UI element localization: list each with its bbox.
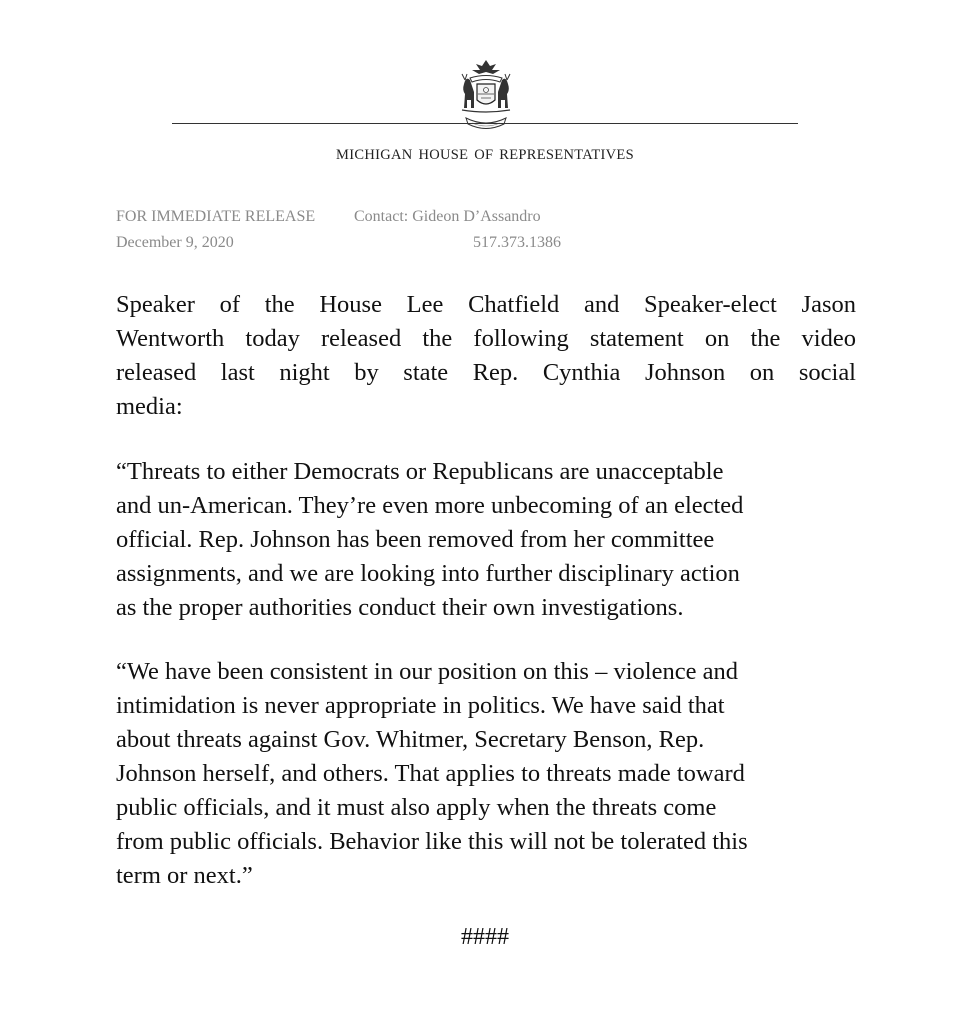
paragraph-line: about threats against Gov. Whitmer, Secretary Benson, Rep. [116,726,705,753]
release-label: FOR IMMEDIATE RELEASE [116,208,316,225]
paragraph-line: “Threats to either Democrats or Republicans are unacceptable [116,458,724,485]
paragraph-line: “We have been consistent in our position on this – violence and [116,658,738,685]
paragraph-line: term or next.” [116,862,253,889]
paragraph-line: as the proper authorities conduct their own investigations. [116,594,684,621]
paragraph-line: media: [116,393,183,420]
paragraph-line: and un-American. They’re even more unbecoming of an elected [116,492,744,519]
paragraph-line: released last night by state Rep. Cynthia Johnson on social [116,359,856,386]
paragraph-line: intimidation is never appropriate in politics. We have said that [116,692,725,719]
contact-phone: 517.373.1386 [473,234,561,251]
paragraph-line: from public officials. Behavior like this will not be tolerated this [116,828,748,855]
paragraph-line: public officials, and it must also apply when the threats come [116,794,717,821]
header-divider [172,123,798,124]
paragraph-line: Wentworth today released the following statement on the video [116,325,856,352]
release-date: December 9, 2020 [116,234,234,251]
end-mark: #### [461,924,509,950]
quote-paragraph-2 [116,655,856,893]
paragraph-line: Johnson herself, and others. That applies to threats made toward [116,760,745,787]
contact-name: Contact: Gideon D’Assandro [354,208,541,225]
paragraph-line: official. Rep. Johnson has been removed from her committee [116,526,715,553]
quote-paragraph-1 [116,455,856,625]
organization-name: MICHIGAN HOUSE OF REPRESENTATIVES [336,147,634,163]
paragraph-line: assignments, and we are looking into further disciplinary action [116,560,740,587]
paragraph-line: Speaker of the House Lee Chatfield and Speaker-elect Jason [116,291,856,318]
statement-intro-paragraph [116,288,856,424]
